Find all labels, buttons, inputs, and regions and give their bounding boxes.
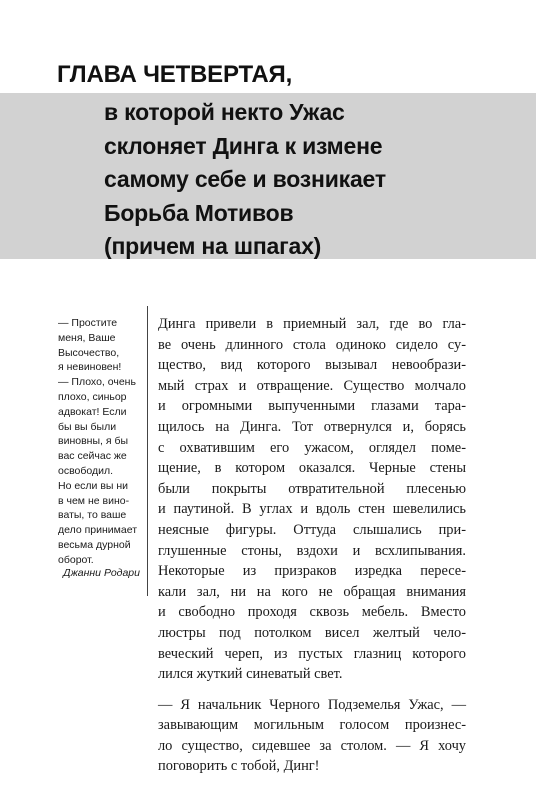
epigraph-line: адвокат! Если bbox=[58, 405, 127, 418]
epigraph-line: меня, Ваше bbox=[58, 331, 116, 344]
epigraph-line: освободил. bbox=[58, 464, 114, 477]
epigraph-line: Но если вы ни bbox=[58, 479, 129, 492]
chapter-heading: ГЛАВА ЧЕТВЕРТАЯ, bbox=[57, 61, 293, 88]
chapter-subtitle-line: Борьба Мотивов bbox=[104, 199, 294, 226]
body-line: завывающим могильным голосом произнес- bbox=[158, 717, 466, 734]
paragraph-gap bbox=[158, 685, 466, 695]
chapter-subtitle bbox=[104, 96, 386, 264]
body-line: и свободно проходя сквозь мебель. Вместо bbox=[158, 604, 466, 621]
epigraph-line: — Плохо, очень bbox=[58, 376, 136, 389]
body-line: ве очень длинного стола одиноко сидело су- bbox=[158, 336, 466, 353]
epigraph-line: плохо, синьор bbox=[58, 390, 127, 403]
chapter-subtitle-line: самому себе и возникает bbox=[104, 166, 386, 192]
chapter-subtitle-line: в которой некто Ужас bbox=[104, 99, 345, 125]
body-line: лился жуткий синеватый свет. bbox=[158, 666, 343, 683]
body-line: Динга привели в приемный зал, где во гла- bbox=[158, 316, 466, 332]
body-line: мый страх и отвращение. Существо молчало bbox=[158, 377, 466, 394]
body-text bbox=[158, 314, 466, 777]
epigraph-line: в чем не вино- bbox=[58, 494, 130, 507]
epigraph-line: — Простите bbox=[58, 317, 118, 329]
chapter-subtitle-line: склоняет Динга к измене bbox=[104, 132, 383, 159]
epigraph-author: Джанни Родари bbox=[63, 567, 140, 579]
body-line: с охватившим его ужасом, оглядел поме- bbox=[158, 439, 466, 456]
epigraph-line: оборот. bbox=[58, 553, 94, 566]
epigraph-line: Высочество, bbox=[58, 346, 120, 359]
body-line: щение, в котором оказался. Черные стены bbox=[158, 460, 466, 477]
epigraph-line: весьма дурной bbox=[58, 538, 131, 551]
body-line: поговорить с тобой, Динг! bbox=[158, 758, 320, 775]
epigraph-divider bbox=[147, 306, 148, 596]
body-line: люстры под потолком висел желтый чело- bbox=[158, 624, 466, 641]
body-line: ло существо, сидевшее за столом. — Я хочу bbox=[158, 737, 466, 754]
body-line: глушенные стоны, вздохи и всхлипывания. bbox=[158, 542, 466, 559]
epigraph-line: виновны, я бы bbox=[58, 435, 129, 448]
epigraph-line: бы вы были bbox=[58, 420, 117, 433]
body-line: были покрыты отвратительной плесенью bbox=[158, 480, 466, 497]
body-line: и паутиной. В углах и вдоль стен шевелились bbox=[158, 501, 466, 518]
epigraph-line: дело принимает bbox=[58, 524, 138, 537]
body-line: Некоторые из призраков изредка пересе- bbox=[158, 563, 466, 580]
body-line: кали зал, ни на кого не обращая внимания bbox=[158, 583, 466, 600]
epigraph-line: ваты, то ваше bbox=[58, 509, 127, 522]
epigraph-line: вас сейчас же bbox=[58, 450, 127, 463]
body-line: — Я начальник Черного Подземелья Ужас, — bbox=[158, 696, 466, 713]
body-line: и огромными выпученными глазами тара- bbox=[158, 398, 466, 415]
body-line: веческий череп, из пустых глазниц которого bbox=[158, 645, 466, 662]
chapter-subtitle-line: (причем на шпагах) bbox=[104, 233, 322, 259]
epigraph bbox=[58, 316, 138, 568]
body-line: щество, вид которого вызывал невообрази- bbox=[158, 357, 466, 374]
body-line: щилось на Динга. Тот отвернулся и, борясь bbox=[158, 418, 466, 435]
epigraph-line: я невиновен! bbox=[58, 361, 122, 374]
body-line: неясные фигуры. Оттуда слышались при- bbox=[158, 521, 466, 538]
